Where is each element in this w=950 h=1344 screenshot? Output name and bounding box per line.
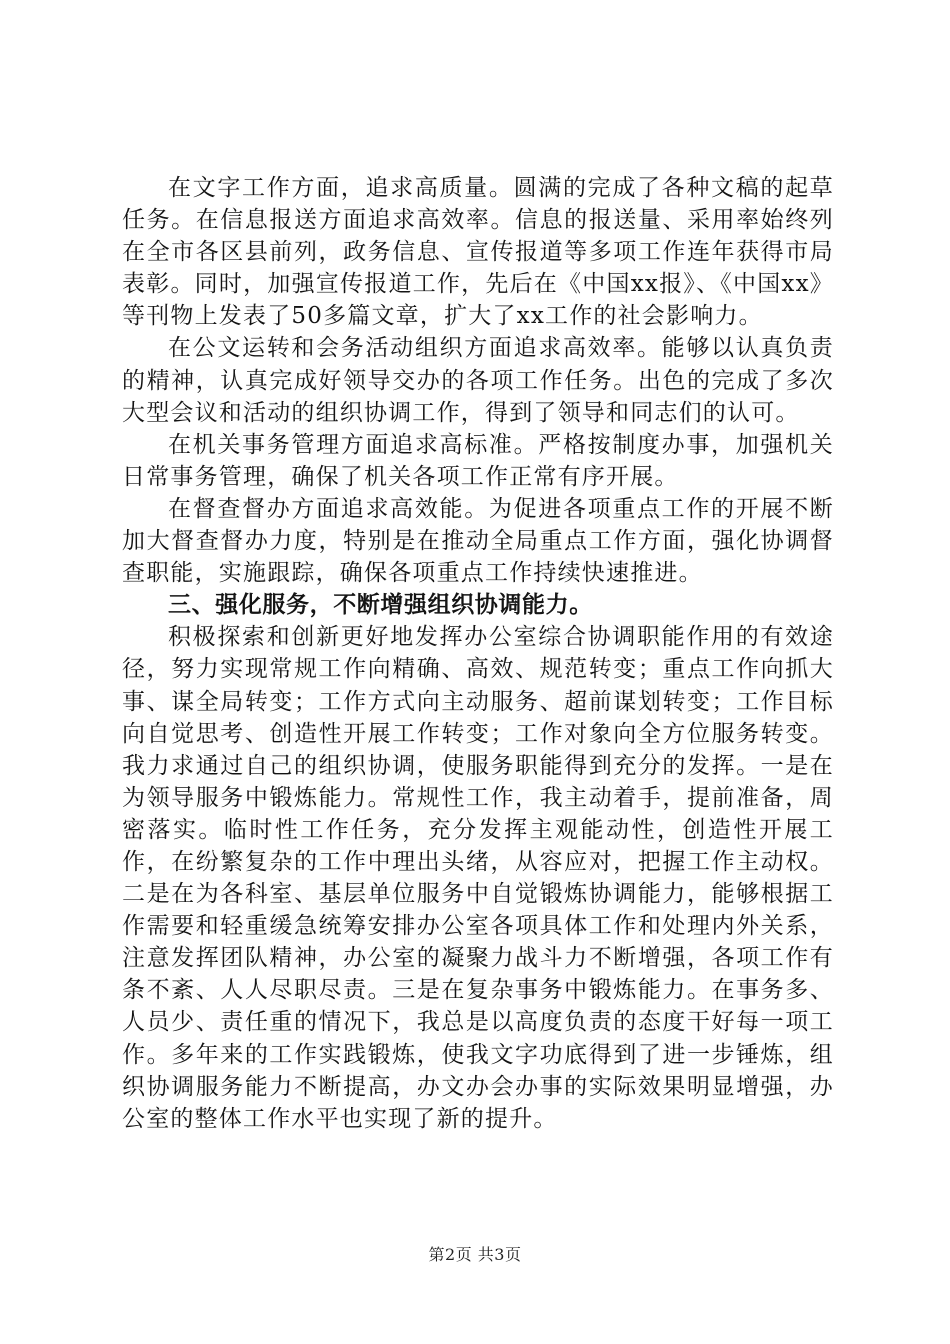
section-heading: 三、强化服务，不断增强组织协调能力。 <box>168 592 593 619</box>
paragraph-coordination: 积极探索和创新更好地发挥办公室综合协调职能作用的有效途径，努力实现常规工作向精确、高效、规范转变；重点工作向抓大事、谋全局转变；工作方式向主动服务、超前谋划转变；工作目标向自觉思考、创造性开展工作转变；工作对象向全方位服务转变。我力求通过自己的组织协调，使服务职能得到充分的发挥。一是在为领导服务中锻炼能力。常规性工作，我主动着手，提前准备，周密落实。临时性工作任务，充分发挥主观能动性，创造性开展工作，在纷繁复杂的工作中理出头绪，从容应对，把握工作主动权。二是在为各科室、基层单位服务中自觉锻炼协调能力，能够根据工作需要和轻重缓急统筹安排办公室各项具体工作和处理内外关系，注意发挥团队精神，办公室的凝聚力战斗力不断增强，各项工作有条不紊、人人尽职尽责。三是在复杂事务中锻炼能力。在事务多、人员少、责任重的情况下，我总是以高度负责的态度干好每一项工作。多年来的工作实践锻炼，使我文字功底得到了进一步锤炼，组织协调服务能力不断提高，办文办会办事的实际效果明显增强，办公室的整体工作水平也实现了新的提升。 <box>122 624 834 1132</box>
document-body <box>122 172 834 1135</box>
page-footer: 第2页 共3页 <box>428 1245 522 1264</box>
paragraph-supervision: 在督查督办方面追求高效能。为促进各项重点工作的开展不断加大督查督办力度，特别是在推动全局重点工作方面，强化协调督查职能，实施跟踪，确保各项重点工作持续快速推进。 <box>122 495 834 587</box>
paragraph-document-circulation: 在公文运转和会务活动组织方面追求高效率。能够以认真负责的精神，认真完成好领导交办的各项工作任务。出色的完成了多次大型会议和活动的组织协调工作，得到了领导和同志们的认可。 <box>122 335 834 426</box>
paragraph-writing-work: 在文字工作方面，追求高质量。圆满的完成了各种文稿的起草任务。在信息报送方面追求高效率。信息的报送量、采用率始终列在全市各区县前列，政务信息、宣传报道等多项工作连年获得市局表彰。同时，加强宣传报道工作，先后在《中国xx报》、《中国xx》等刊物上发表了50多篇文章，扩大了xx工作的社会影响力。 <box>122 175 834 330</box>
paragraph-affairs-management: 在机关事务管理方面追求高标准。严格按制度办事，加强机关日常事务管理，确保了机关各项工作正常有序开展。 <box>122 431 834 490</box>
